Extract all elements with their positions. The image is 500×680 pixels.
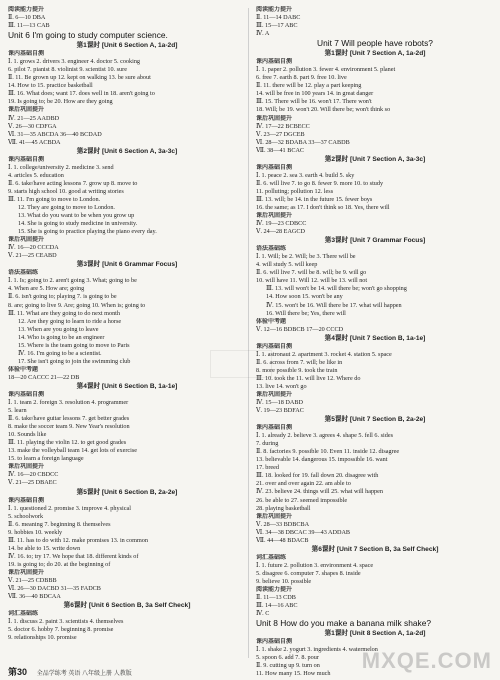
- right-answer-line: Ⅶ. 44—48 BDACB: [256, 536, 309, 544]
- left-answer-line: 8. make the soccer team 9. New Year's resolution: [8, 423, 130, 431]
- left-answer-line: 9. relationships 10. promise: [8, 634, 77, 642]
- left-answer-line: 9. starts high school 10. good at writing stories: [8, 187, 124, 195]
- right-answer-line: Ⅲ. 10. took the 11. will live 12. Where do: [256, 374, 361, 382]
- left-answer-line: 第4课时 [Unit 6 Section B, 1a-1e]: [76, 382, 178, 390]
- right-answer-line: 课内基础自测: [256, 164, 293, 171]
- left-answer-line: 13. make the volleyball team 14. get lots of exercise: [8, 447, 138, 455]
- left-answer-line: 15. Where is the team going to move to Paris: [18, 341, 130, 349]
- left-answer-line: 5. doctor 6. hobby 7. beginning 8. promise: [8, 626, 114, 634]
- left-answer-line: 4. When are 5. How are; going: [8, 285, 85, 293]
- right-answer-line: 第2课时 [Unit 7 Section A, 3a-3c]: [324, 155, 426, 163]
- left-answer-line: 第1课时 [Unit 6 Section A, 1a-2d]: [76, 42, 178, 50]
- watermark: MXQE.COM: [361, 648, 492, 673]
- left-answer-line: 14. She is going to study medicine in university.: [18, 220, 138, 228]
- right-answer-line: Ⅰ. 1. shake 2. yogurt 3. ingredients 4. watermelon: [256, 646, 378, 654]
- left-answer-line: 课后巩固提升: [8, 237, 45, 244]
- left-answer-line: Ⅳ. 16. I'm going to be a scientist.: [18, 349, 102, 357]
- left-answer-line: 课内基础自测: [8, 51, 45, 58]
- left-answer-line: 词汇基础练: [8, 611, 39, 618]
- right-answer-line: 28. playing basketball: [256, 504, 311, 512]
- right-answer-line: Ⅴ. 28—33 BDBCBA: [256, 520, 310, 528]
- left-answer-line: 17. She isn't going to join the swimming club: [18, 357, 131, 365]
- left-answer-line: Ⅲ. 11—13 CAB: [8, 22, 50, 30]
- right-answer-line: 第6课时 [Unit 7 Section B, 3a Self Check]: [311, 545, 439, 553]
- left-answer-line: 语法基础练: [8, 270, 39, 277]
- left-answer-line: 8. are; going to live 9. Are; going 10. When is; going to: [8, 301, 146, 309]
- left-answer-line: Ⅲ. 16. What does; want 17. does well in 18. aren't going to: [8, 90, 155, 98]
- right-answer-line: 16. the same; as 17. I don't think so 18. Yes, there will: [256, 203, 390, 211]
- right-answer-line: Ⅲ. 13. will won't be 14. will there be; won't go shopping: [266, 285, 407, 293]
- left-answer-line: 12. They are going to move to London.: [18, 203, 115, 211]
- left-answer-line: Ⅱ. 11. Be grown up 12. kept on walking 13. be sure about: [8, 74, 151, 82]
- left-answer-line: Ⅰ. 1. discuss 2. paint 3. scientists 4. themselves: [8, 618, 124, 626]
- left-answer-line: 课内基础自测: [8, 497, 45, 504]
- right-answer-line: Ⅵ. 28—32 BDABA 33—37 CABDB: [256, 138, 350, 146]
- right-answer-line: 13. live 14. won't go: [256, 382, 307, 390]
- left-answer-line: 课内基础自测: [8, 391, 45, 398]
- left-answer-line: Ⅵ. 31—35 ABCDA 36—40 BCDAD: [8, 130, 102, 138]
- right-answer-line: Ⅱ. 11. there will be 12. play a part keeping: [256, 82, 362, 90]
- right-answer-line: Ⅲ. 14—16 ABC: [256, 602, 298, 610]
- left-answer-line: 第3课时 [Unit 6 Grammar Focus]: [76, 261, 178, 269]
- right-answer-line: Ⅰ. 1. Will; be 2. Will; be 3. There will be: [256, 253, 356, 261]
- right-answer-line: 课内基础自测: [256, 343, 293, 350]
- left-answer-line: 第2课时 [Unit 6 Section A, 3a-3c]: [76, 147, 178, 155]
- right-answer-line: 第1课时 [Unit 8 Section A, 1a-2d]: [324, 630, 426, 638]
- right-answer-line: 5. spoon 6. add 7. 8. pour: [256, 654, 319, 662]
- right-answer-line: Ⅴ. 12—16 BDBCB 17—20 CCCD: [256, 325, 344, 333]
- left-answer-line: 课后巩固提升: [8, 107, 45, 114]
- left-answer-line: 14. Who is going to be an engineer: [18, 333, 105, 341]
- right-answer-line: 第3课时 [Unit 7 Grammar Focus]: [324, 237, 426, 245]
- left-answer-line: 5. learn: [8, 407, 27, 415]
- left-answer-line: Ⅵ. 26—30 DACBD 31—35 FADCB: [8, 585, 101, 593]
- right-answer-line: Ⅳ. 15—18 DABD: [256, 399, 303, 407]
- column-divider: [248, 8, 249, 658]
- left-answer-line: Ⅲ. 11. has to do with 12. make promises 13. in common: [8, 536, 148, 544]
- right-answer-line: Ⅱ. 8. factories 9. possible 10. Even 11. inside 12. disagree: [256, 448, 400, 456]
- right-answer-line: Ⅴ. 24—28 EAGCD: [256, 228, 305, 236]
- right-answer-line: 课后巩固提升: [256, 391, 293, 398]
- left-answer-line: 第5课时 [Unit 6 Section B, 2a-2e]: [76, 488, 178, 496]
- left-answer-line: 阅读能力提升: [8, 7, 45, 13]
- left-answer-line: Ⅳ. 16. to; try 17. We hope that 18. different kinds of: [8, 552, 139, 560]
- right-answer-line: Ⅰ. 1. peace 2. sea 3. earth 4. build 5. sky: [256, 171, 355, 179]
- left-answer-line: 12. Are they going to learn to ride a horse: [18, 317, 122, 325]
- left-answer-line: Ⅴ. 21—25 DBAEC: [8, 479, 57, 487]
- right-answer-line: Ⅲ. 15. There will be 16. won't 17. There won't: [256, 98, 372, 106]
- right-answer-line: Ⅴ. 19—23 BDFAC: [256, 407, 304, 415]
- right-answer-line: 11. polluting; pollution 12. less: [256, 187, 334, 195]
- right-answer-line: Ⅲ. 13. will; be 14. in the future 15. fewer boys: [256, 195, 373, 203]
- right-answer-line: Ⅳ. 19—23 CDBCC: [256, 220, 307, 228]
- right-answer-line: 7. during: [256, 440, 279, 448]
- left-answer-line: Ⅱ. 6. take/have acting lessons 7. grow up 8. move to: [8, 179, 138, 187]
- right-answer-line: 5. disagree 6. computer 7. shapes 8. inside: [256, 569, 361, 577]
- right-answer-line: 第4课时 [Unit 7 Section B, 1a-1e]: [324, 334, 426, 342]
- left-column: [8, 6, 246, 642]
- right-answer-line: 8. more possible 9. took the train: [256, 366, 338, 374]
- left-answer-line: 9. hobbies 10. weekly: [8, 528, 63, 536]
- right-answer-line: Ⅱ. 9. cutting up 9. turn on: [256, 662, 320, 670]
- right-answer-line: Ⅳ. A: [256, 30, 270, 38]
- right-answer-line: Ⅰ. 1. already 2. believe 3. agrees 4. shape 5. fell 6. sides: [256, 432, 393, 440]
- left-answer-line: 19. Is going to; be 20. How are they going: [8, 98, 113, 106]
- left-answer-line: Ⅶ. 36—40 BDCAA: [8, 593, 61, 601]
- right-answer-line: Ⅵ. 34—38 DBCAC 39—43 ADDAB: [256, 528, 351, 536]
- left-answer-line: Ⅴ. 21—25 CDBBB: [8, 577, 57, 584]
- left-answer-line: 15. She is going to practice playing the piano every day.: [18, 228, 157, 236]
- left-answer-line: Ⅱ. 6—10 DBA: [8, 14, 46, 22]
- right-answer-line: Ⅳ. C: [256, 610, 270, 618]
- right-answer-line: Ⅱ. 6. will live 7. to go 8. fewer 9. more 10. to study: [256, 179, 384, 187]
- left-answer-line: 13. What do you want to be when you grow up: [18, 212, 135, 220]
- right-answer-line: 21. over and over again 22. am able to: [256, 480, 351, 488]
- right-answer-line: 阅读能力提升: [256, 7, 293, 13]
- left-answer-line: Ⅱ. 6. isn't going to; playing 7. is going to be: [8, 293, 117, 301]
- right-answer-line: Ⅱ. 6. across from 7. will; be like in: [256, 358, 343, 366]
- left-answer-line: Ⅳ. 16—20 CBDCC: [8, 471, 59, 479]
- right-answer-line: 课内基础自测: [256, 425, 293, 432]
- left-answer-line: Ⅳ. 21—25 AADBD: [8, 114, 60, 122]
- right-answer-line: Ⅳ. 23. believe 24. things will 25. what will happen: [256, 488, 383, 496]
- right-answer-line: 课内基础自测: [256, 59, 293, 66]
- right-answer-line: Ⅱ. 6. will live 7. will be 8. will; be 9. will go: [256, 269, 367, 277]
- left-answer-line: 10. Sounds like: [8, 431, 47, 439]
- left-answer-line: Ⅰ. 1. grows 2. drivers 3. engineer 4. doctor 5. cooking: [8, 58, 141, 66]
- left-answer-line: 4. articles 5. education: [8, 171, 64, 179]
- right-answer-line: 26. be able to 27. seemed impossible: [256, 496, 348, 504]
- left-answer-line: Ⅱ. 6. meaning 7. beginning 8. themselves: [8, 520, 111, 528]
- right-answer-line: 13. believable 14. dangerous 15. impossible 16. want: [256, 456, 388, 464]
- right-answer-line: Ⅶ. 38—41 BCAC: [256, 146, 305, 154]
- right-answer-line: 16. Will there be; Yes, there will: [266, 309, 346, 317]
- left-answer-line: Ⅴ. 21—25 CEABD: [8, 252, 57, 260]
- right-answer-line: 词汇基础练: [256, 554, 287, 561]
- left-answer-line: Ⅶ. 41—45 ACBDA: [8, 138, 61, 146]
- left-answer-line: Unit 6 I'm going to study computer science.: [8, 30, 168, 41]
- right-answer-line: 9. believe 10. possible: [256, 577, 312, 585]
- right-answer-line: Ⅱ. 11—14 DABC: [256, 14, 301, 22]
- right-answer-line: 14. How soon 15. won't be any: [266, 293, 343, 301]
- left-answer-line: Ⅲ. 11. playing the violin 12. to get good grades: [8, 439, 127, 447]
- right-answer-line: Ⅲ. 15—17 ABC: [256, 22, 298, 30]
- left-answer-line: 18—20 CACCC 21—22 DB: [8, 373, 80, 381]
- left-answer-line: 课后巩固提升: [8, 569, 45, 576]
- right-answer-line: Ⅳ. 17—22 BCBECC: [256, 122, 310, 130]
- right-answer-line: 第1课时 [Unit 7 Section A, 1a-2d]: [324, 50, 426, 58]
- left-answer-line: 体验中考题: [8, 366, 39, 373]
- right-answer-line: 课后巩固提升: [256, 115, 293, 122]
- left-answer-line: Ⅲ. 11. What are they going to do next month: [8, 309, 120, 317]
- right-answer-line: Ⅴ. 23—27 DGCEB: [256, 130, 305, 138]
- left-answer-line: 14. How to 15. practice basketball: [8, 82, 93, 90]
- left-answer-line: 5. schoolwork: [8, 512, 44, 520]
- left-answer-line: Ⅲ. 11. I'm going to move to London.: [8, 195, 101, 203]
- right-answer-line: 课内基础自测: [256, 639, 293, 646]
- left-answer-line: 课内基础自测: [8, 156, 45, 163]
- right-answer-line: Ⅳ. 15. won't be 16. Will there be 17. what will happen: [266, 301, 402, 309]
- publisher-info: 全品学练考 英语 八年级上册 人教版: [36, 671, 132, 677]
- left-answer-line: Ⅰ. 1. Is; going to 2. aren't going 3. What; going to be: [8, 277, 137, 285]
- left-answer-line: 14. be able to 15. write down: [8, 544, 81, 552]
- left-answer-line: 第6课时 [Unit 6 Section B, 3a Self Check]: [63, 602, 191, 610]
- left-answer-line: 6. pilot 7. pianist 8. violinist 9. scientist 10. sure: [8, 66, 127, 74]
- left-answer-line: Ⅳ. 16—20 CCCDA: [8, 244, 59, 252]
- left-answer-line: Ⅰ. 1. team 2. foreign 3. resolution 4. programmer: [8, 399, 129, 407]
- left-answer-line: 课后巩固提升: [8, 464, 45, 471]
- right-answer-line: 10. will have 11. Will 12. will be 13. will not: [256, 277, 368, 285]
- right-answer-line: Ⅱ. 11—13 CDB: [256, 594, 296, 602]
- right-answer-line: 18. Will; be 19. won't 20. Will there be; won't think so: [256, 106, 391, 114]
- left-answer-line: 15. to learn a foreign language: [8, 455, 84, 463]
- right-answer-line: 6. free 7. earth 8. part 9. free 10. live: [256, 74, 347, 82]
- right-answer-line: 11. How many 15. How much: [256, 670, 331, 678]
- faint-stamp: [210, 350, 272, 378]
- left-answer-line: Ⅱ. 6. take/have guitar lessons 7. get better grades: [8, 415, 130, 423]
- right-answer-line: Ⅲ. 18. looked for 19. fall down 20. disagree with: [256, 472, 379, 480]
- right-column: [256, 6, 494, 678]
- right-answer-line: 14. will be free in 100 years 14. in great danger: [256, 90, 374, 98]
- right-answer-line: 课后巩固提升: [256, 513, 293, 520]
- left-answer-line: Ⅴ. 26—30 CDFGA: [8, 122, 57, 130]
- left-answer-line: 19. is going to; do 20. at the beginning of: [8, 560, 111, 568]
- left-answer-line: 13. When are you going to leave: [18, 325, 99, 333]
- right-answer-line: 体验中考题: [256, 318, 287, 325]
- right-answer-line: 语法基础练: [256, 246, 287, 253]
- right-answer-line: 阅读能力提升: [256, 587, 293, 593]
- right-answer-line: 第5课时 [Unit 7 Section B, 2a-2e]: [324, 416, 426, 424]
- right-answer-line: Ⅰ. 1. astronaut 2. apartment 3. rocket 4. station 5. space: [256, 350, 392, 358]
- left-answer-line: Ⅰ. 1. college/university 2. medicine 3. send: [8, 163, 114, 171]
- right-answer-line: Ⅰ. 1. future 2. pollution 3. environment 4. space: [256, 561, 374, 569]
- right-answer-line: Unit 8 How do you make a banana milk shake?: [256, 618, 432, 629]
- right-answer-line: 课后巩固提升: [256, 213, 293, 220]
- right-answer-line: Unit 7 Will people have robots?: [317, 38, 433, 49]
- right-answer-line: 17. breed: [256, 464, 280, 472]
- page-number: 第30: [8, 667, 28, 677]
- right-answer-line: Ⅰ. 1. paper 2. pollution 3. fewer 4. environment 5. planet: [256, 66, 396, 74]
- right-answer-line: 4. will study 5. will keep: [256, 261, 318, 269]
- left-answer-line: Ⅰ. 1. questioned 2. promise 3. improve 4. physical: [8, 504, 131, 512]
